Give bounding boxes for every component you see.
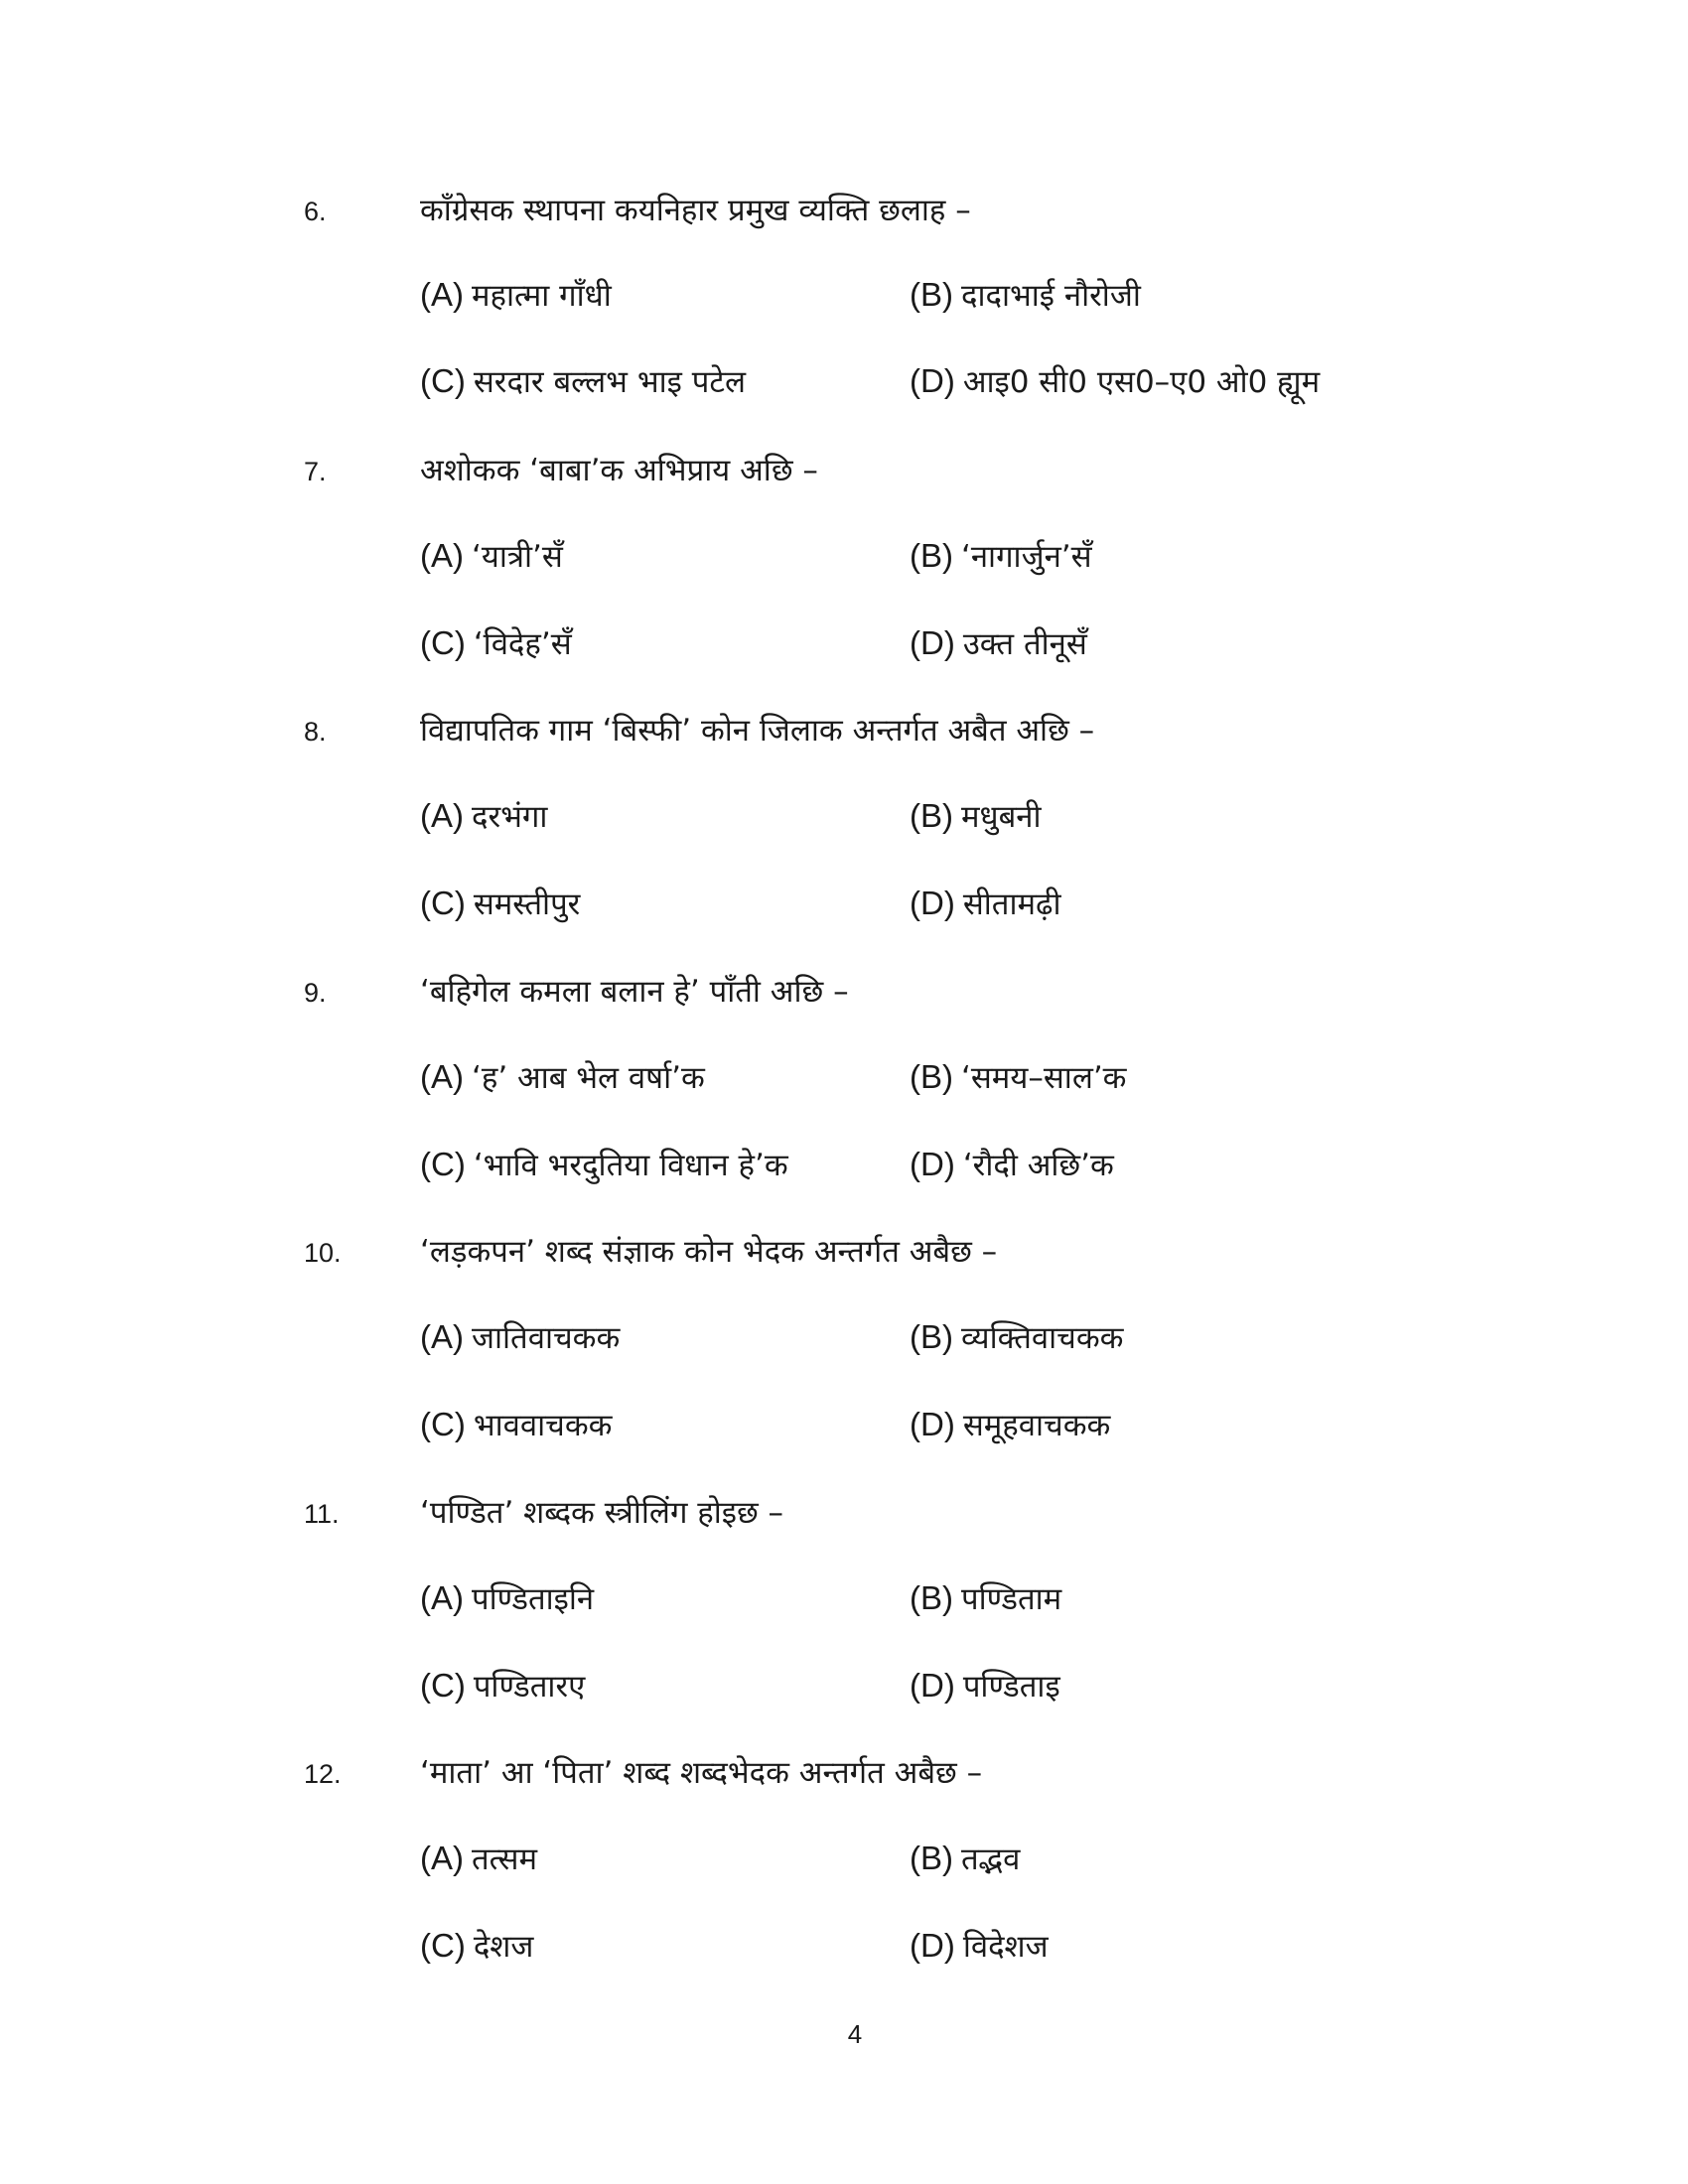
option-text: ‘विदेह’सँ	[473, 626, 572, 662]
option-text: सरदार बल्लभ भाइ पटेल	[473, 364, 746, 400]
option-text: समूहवाचकक	[962, 1408, 1111, 1443]
option-a	[420, 1056, 705, 1098]
option-letter: (D)	[910, 624, 955, 661]
option-text: पण्डिताइनि	[472, 1581, 595, 1617]
option-text: आइ0 सी0 एस0–ए0 ओ0 ह्यूम	[962, 364, 1321, 400]
option-text: ‘यात्री’सँ	[472, 539, 563, 575]
option-b	[910, 1316, 1123, 1358]
question-text: ‘लड़कपन’ शब्द संज्ञाक कोन भेदक अन्तर्गत अबैछ –	[420, 1234, 998, 1270]
question-text: विद्यापतिक गाम ‘बिस्फी’ कोन जिलाक अन्तर्गत अबैत अछि –	[420, 713, 1095, 749]
question-text: ‘पण्डित’ शब्दक स्त्रीलिंग होइछ –	[420, 1495, 784, 1531]
option-letter: (A)	[420, 1318, 464, 1355]
option-letter: (B)	[910, 1318, 953, 1355]
option-d	[910, 1925, 1049, 1967]
option-text: ‘भावि भरदुतिया विधान हे’क	[473, 1148, 788, 1183]
option-b	[910, 274, 1141, 316]
option-text: ‘नागार्जुन’सँ	[961, 539, 1092, 575]
option-letter: (C)	[420, 1406, 466, 1442]
option-text: मधुबनी	[961, 799, 1042, 835]
option-b	[910, 795, 1042, 837]
option-d	[910, 1144, 1114, 1185]
option-a	[420, 1577, 594, 1619]
option-letter: (C)	[420, 1667, 466, 1704]
option-b	[910, 1577, 1061, 1619]
page-number: 4	[847, 2019, 863, 2049]
option-text: पण्डिताम	[961, 1581, 1062, 1617]
option-letter: (D)	[910, 1406, 955, 1442]
option-a	[420, 274, 612, 316]
question-text: ‘बहिगेल कमला बलान हे’ पाँती अछि –	[420, 974, 849, 1010]
option-d	[910, 622, 1087, 664]
option-letter: (A)	[420, 537, 464, 574]
question-text: अशोकक ‘बाबा’क अभिप्राय अछि –	[420, 453, 818, 488]
option-letter: (D)	[910, 362, 955, 399]
option-letter: (C)	[420, 1146, 466, 1182]
question-number: 11.	[304, 1499, 340, 1529]
option-text: पण्डिताइ	[962, 1669, 1060, 1705]
option-d	[910, 1665, 1060, 1706]
option-text: पण्डितारए	[473, 1669, 586, 1705]
question-number: 8.	[304, 717, 327, 747]
option-c	[420, 1665, 585, 1706]
option-c	[420, 360, 746, 402]
option-a	[420, 535, 563, 577]
option-letter: (A)	[420, 797, 464, 834]
option-letter: (A)	[420, 1840, 464, 1876]
option-d	[910, 1404, 1110, 1445]
option-letter: (C)	[420, 885, 466, 921]
option-letter: (D)	[910, 1927, 955, 1964]
option-text: तद्भव	[961, 1842, 1021, 1877]
option-a	[420, 1316, 620, 1358]
question-text: ‘माता’ आ ‘पिता’ शब्द शब्दभेदक अन्तर्गत अबैछ –	[420, 1755, 983, 1791]
option-text: दरभंगा	[472, 799, 548, 835]
option-text: समस्तीपुर	[473, 887, 581, 922]
option-c	[420, 883, 580, 924]
question-number: 10.	[304, 1238, 342, 1268]
option-c	[420, 1404, 612, 1445]
question-number: 12.	[304, 1759, 342, 1789]
question-text: काँग्रेसक स्थापना कयनिहार प्रमुख व्यक्ति छलाह –	[420, 193, 971, 228]
option-text: महात्मा गाँधी	[472, 278, 612, 314]
option-letter: (B)	[910, 1579, 953, 1616]
option-text: व्यक्तिवाचकक	[961, 1320, 1124, 1356]
option-text: ‘समय–साल’क	[961, 1060, 1127, 1096]
option-text: विदेशज	[962, 1929, 1049, 1965]
option-text: जातिवाचकक	[472, 1320, 621, 1356]
option-letter: (D)	[910, 1667, 955, 1704]
option-c	[420, 622, 572, 664]
option-letter: (C)	[420, 1927, 466, 1964]
option-c	[420, 1144, 788, 1185]
question-number: 7.	[304, 457, 327, 486]
option-text: दादाभाई नौरोजी	[961, 278, 1141, 314]
option-letter: (C)	[420, 362, 466, 399]
option-b	[910, 1056, 1127, 1098]
option-text: उक्त तीनूसँ	[962, 626, 1087, 662]
option-b	[910, 1838, 1020, 1879]
question-number: 6.	[304, 197, 327, 226]
option-letter: (B)	[910, 276, 953, 313]
option-letter: (A)	[420, 1058, 464, 1095]
option-c	[420, 1925, 533, 1967]
option-letter: (D)	[910, 1146, 955, 1182]
option-a	[420, 1838, 537, 1879]
option-letter: (C)	[420, 624, 466, 661]
option-letter: (B)	[910, 537, 953, 574]
option-letter: (B)	[910, 1840, 953, 1876]
option-a	[420, 795, 547, 837]
option-letter: (A)	[420, 1579, 464, 1616]
option-text: ‘रौदी अछि’क	[962, 1148, 1114, 1183]
option-text: ‘ह’ आब भेल वर्षा’क	[472, 1060, 705, 1096]
option-b	[910, 535, 1092, 577]
option-text: तत्सम	[472, 1842, 538, 1877]
option-text: सीतामढ़ी	[962, 887, 1061, 922]
option-d	[910, 360, 1320, 402]
option-d	[910, 883, 1061, 924]
option-text: देशज	[473, 1929, 534, 1965]
option-letter: (D)	[910, 885, 955, 921]
option-text: भाववाचकक	[473, 1408, 613, 1443]
option-letter: (B)	[910, 1058, 953, 1095]
question-number: 9.	[304, 978, 327, 1008]
option-letter: (B)	[910, 797, 953, 834]
option-letter: (A)	[420, 276, 464, 313]
